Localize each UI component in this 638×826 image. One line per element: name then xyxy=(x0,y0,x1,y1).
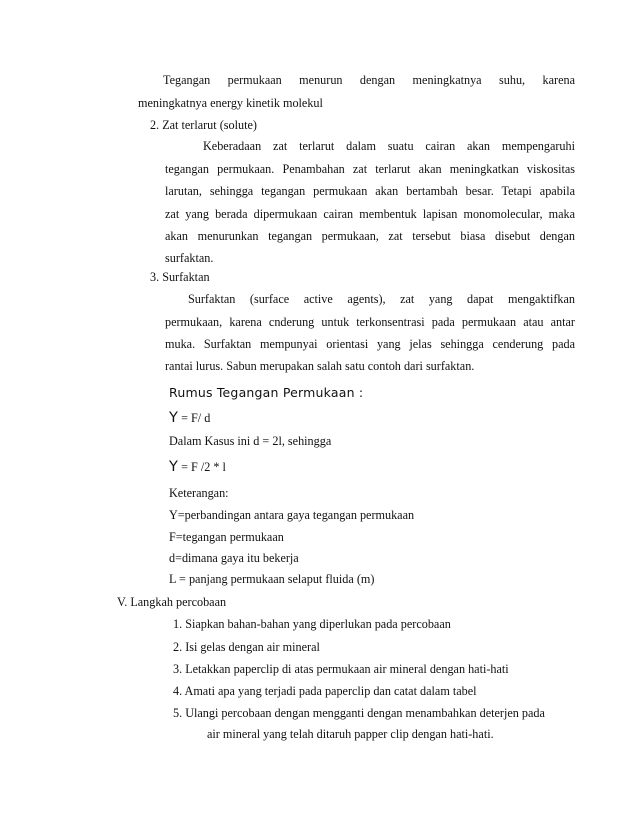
step-item: 3. Letakkan paperclip di atas permukaan air mineral dengan hati-hati xyxy=(173,662,509,676)
paragraph-line: Surfaktan (surface active agents), zat yang dapat mengaktifkan xyxy=(188,292,575,306)
paragraph-line: surfaktan. xyxy=(165,251,214,265)
paragraph-line: Tegangan permukaan menurun dengan meningkatnya suhu, karena xyxy=(163,73,575,87)
step-item: 4. Amati apa yang terjadi pada paperclip dan catat dalam tabel xyxy=(173,684,477,698)
step-item: 2. Isi gelas dengan air mineral xyxy=(173,640,320,654)
step-item: 5. Ulangi percobaan dengan mengganti dengan menambahkan deterjen pada xyxy=(173,706,545,720)
paragraph-line: akan menurunkan tegangan permukaan, zat tersebut biasa disebut dengan xyxy=(165,229,575,243)
note-line: d=dimana gaya itu bekerja xyxy=(169,551,299,565)
list-heading-surfaktan: 3. Surfaktan xyxy=(150,270,210,284)
formula-case-line: Dalam Kasus ini d = 2l, sehingga xyxy=(169,434,332,448)
formula-equation xyxy=(169,411,210,426)
paragraph-line: Keberadaan zat terlarut dalam suatu cairan akan mempengaruhi xyxy=(203,139,575,153)
gamma-symbol: Y xyxy=(169,459,179,475)
formula-rhs: = F /2 * l xyxy=(181,460,226,474)
step-continuation: air mineral yang telah ditaruh papper clip dengan hati-hati. xyxy=(207,727,494,741)
note-line: F=tegangan permukaan xyxy=(169,530,284,544)
formula-rhs: = F/ d xyxy=(181,411,211,425)
paragraph-line: larutan, sehingga tegangan permukaan akan bertambah besar. Tetapi apabila xyxy=(165,184,575,198)
note-line: L = panjang permukaan selaput fluida (m) xyxy=(169,572,375,586)
paragraph-line: zat yang berada dipermukaan cairan membentuk lapisan monomolecular, maka xyxy=(165,207,575,221)
gamma-symbol: Y xyxy=(169,410,179,426)
formula-title: Rumus Tegangan Permukaan : xyxy=(169,385,364,400)
section-heading-langkah-percobaan: V. Langkah percobaan xyxy=(117,595,227,609)
paragraph-line: muka. Surfaktan mempunyai orientasi yang jelas sehingga cenderung pada xyxy=(165,337,575,351)
list-heading-zat-terlarut: 2. Zat terlarut (solute) xyxy=(150,118,257,132)
step-item: 1. Siapkan bahan-bahan yang diperlukan pada percobaan xyxy=(173,617,451,631)
paragraph-line: permukaan, karena cnderung untuk terkonsentrasi pada permukaan atau antar xyxy=(165,315,575,329)
note-line: Y=perbandingan antara gaya tegangan permukaan xyxy=(169,508,415,522)
paragraph-line: rantai lurus. Sabun merupakan salah satu contoh dari surfaktan. xyxy=(165,359,475,373)
formula-equation xyxy=(169,460,226,475)
paragraph-line: tegangan permukaan. Penambahan zat terlarut akan meningkatkan viskositas xyxy=(165,162,575,176)
paragraph-line: meningkatnya energy kinetik molekul xyxy=(138,96,323,110)
keterangan-heading: Keterangan: xyxy=(169,486,229,500)
